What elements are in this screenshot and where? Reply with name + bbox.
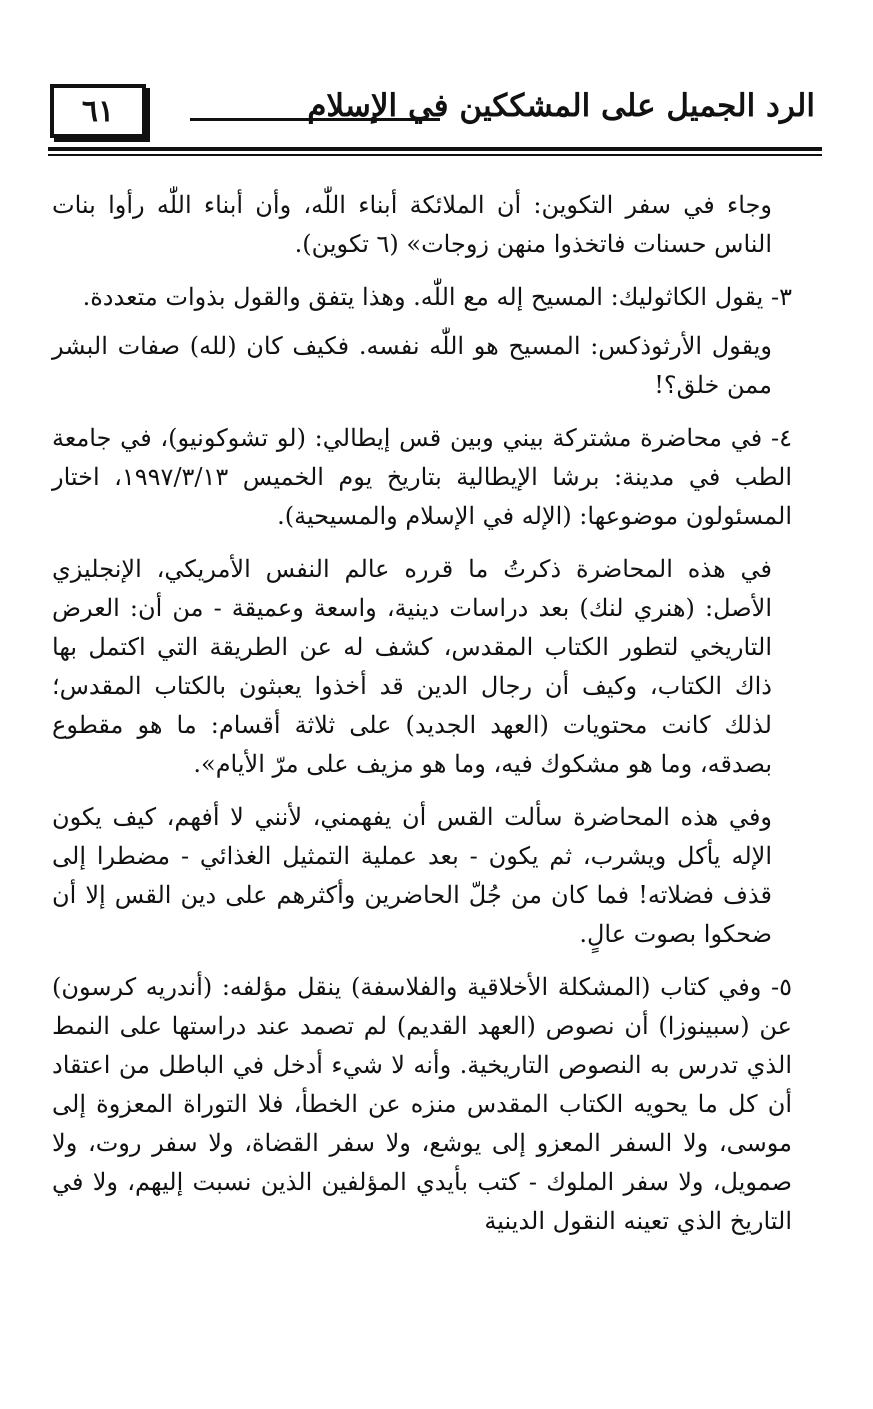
page-body [52,186,792,1255]
header-rule-thin [48,154,822,156]
paragraph-lecture-lenk: في هذه المحاضرة ذكرتُ ما قرره عالم النفس الأمريكي، الإنجليزي الأصل: (هنري لنك) بعد دراسات دينية، واسعة وعميقة - من أن: العرض التاريخي لتطور الكتاب المقدس، كشف له عن الطريقة التي اكتمل بها ذاك الكتاب، وكيف أن رجال الدين قد أخذوا يعبثون بالكتاب المقدس؛ لذلك كانت محتويات (العهد الجديد) على ثلاثة أقسام: ما هو مقطوع بصدقه، وما هو مشكوك فيه، وما هو مزيف على مرّ الأيام». [52,555,773,778]
paragraph-lecture-question: وفي هذه المحاضرة سألت القس أن يفهمني، لأنني لا أفهم، كيف يكون الإله يأكل ويشرب، ثم يكون - بعد عملية التمثيل الغذائي - مضطرا إلى قذف فضلاته! فما كان من جُلّ الحاضرين وأكثرهم على دين القس إلا أن ضحكوا بصوت عالٍ. [52,803,773,948]
paragraph-genesis-quote: وجاء في سفر التكوين: أن الملائكة أبناء اللّٰه، وأن أبناء اللّٰه رأوا بنات الناس حسنات فاتخذوا منهن زوجات» (٦ تكوين). [52,191,772,258]
item-text: يقول الكاثوليك: المسيح إله مع اللّٰه. وهذا يتفق والقول بذوات متعددة. [82,283,764,311]
page-header [0,0,873,160]
page-number-box [50,84,146,138]
paragraph-orthodox: ويقول الأرثوذكس: المسيح هو اللّٰه نفسه. فكيف كان (لله) صفات البشر ممن خلق؟! [52,332,772,399]
running-title: الرد الجميل على المشككين في الإسلام [307,88,815,124]
list-item-5 [52,968,792,1241]
list-item-3 [52,278,792,317]
item-text: وفي كتاب (المشكلة الأخلاقية والفلاسفة) ينقل مؤلفه: (أندريه كرسون) عن (سبينوزا) أن نصوص (العهد القديم) لم تصمد عند دراستها على النمط الذي تدرس به النصوص التاريخية. وأنه لا شيء أدخل في الباطل من اعتقاد أن كل ما يحويه الكتاب المقدس منزه عن الخطأ، فلا التوراة المعزوة إلى موسى، ولا السفر المعزو إلى يوشع، ولا سفر القضاة، ولا سفر روت، ولا صمويل، ولا سفر الملوك - كتب بأيدي المؤلفين الذين نسبت إليهم، ولا في التاريخ الذي تعينه النقول الدينية [52,973,792,1235]
item-text: في محاضرة مشتركة بيني وبين قس إيطالي: (لو تشوكونيو)، في جامعة الطب في مدينة: برشا الإيطالية بتاريخ يوم الخميس ١٩٩٧/٣/١٣، اختار المسئولون موضوعها: (الإله في الإسلام والمسيحية). [52,424,792,530]
item-number: ٣- [771,283,792,311]
page-number: ٦١ [81,93,115,129]
header-rule-thick [48,147,822,151]
item-number: ٥- [771,973,792,1001]
list-item-4 [52,419,792,536]
item-number: ٤- [771,424,792,452]
